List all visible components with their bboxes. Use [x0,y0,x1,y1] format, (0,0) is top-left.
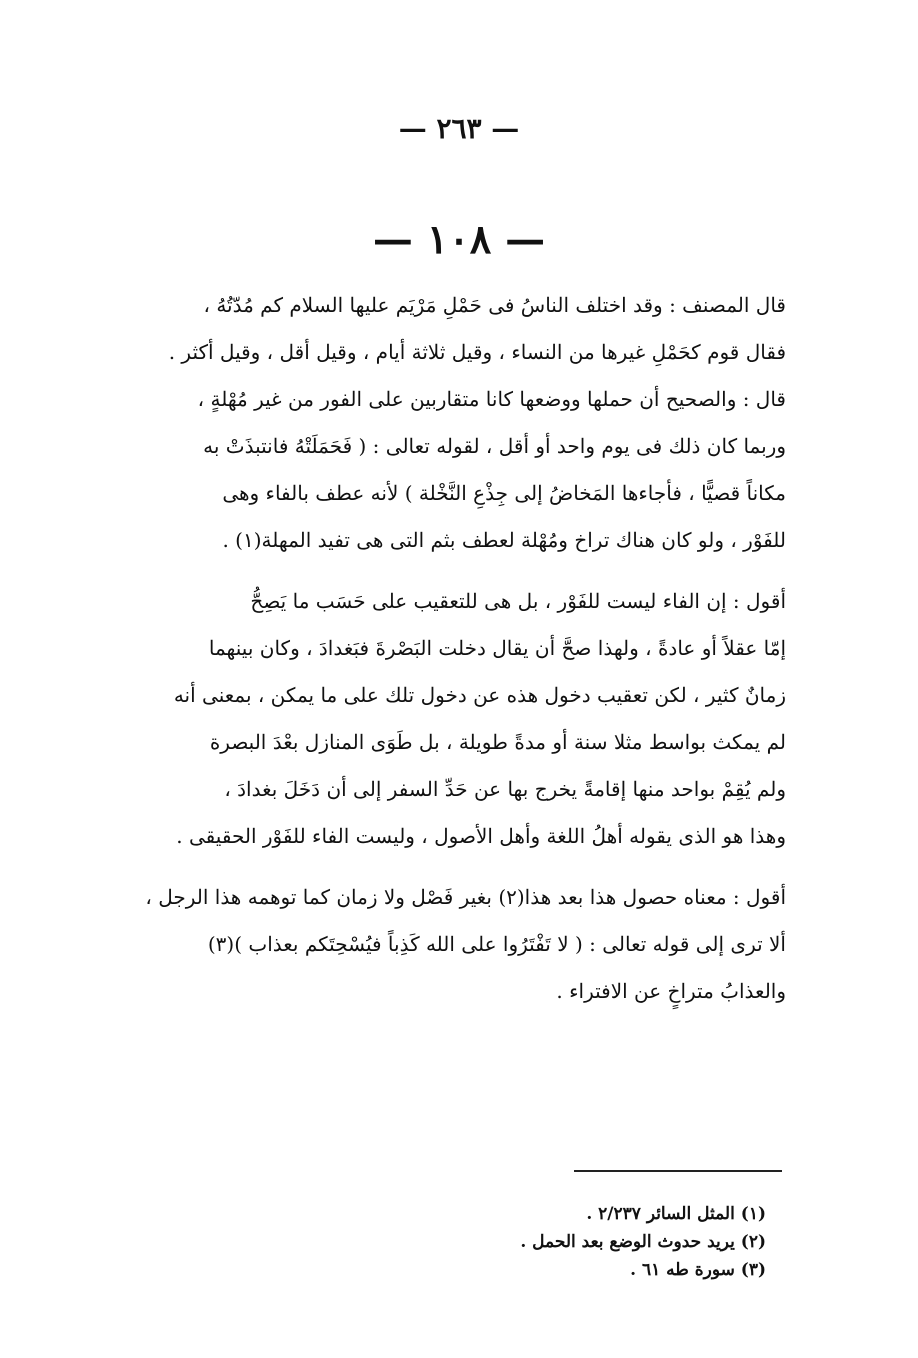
text-line: ألا ترى إلى قوله تعالى : ( لا تَفْتَرُوا على الله كَذِباً فيُسْحِتَكم بعذاب )(٣) [207,932,786,956]
paragraph-first-reply [118,578,786,860]
text-line: ولم يُقِمْ بواحد منها إقامةً يخرج بها عن حَدِّ السفر إلى أن دَخَلَ بغدادَ ، [224,777,786,801]
text-line: للفَوْر ، ولو كان هناك تراخ ومُهْلة لعطف بثم التى هى تفيد المهلة(١) . [222,528,786,552]
footnotes [400,1200,766,1284]
text-line: زمانٌ كثير ، لكن تعقيب دخول هذه عن دخول تلك على ما يمكن ، بمعنى أنه [173,683,786,707]
text-line: وهذا هو الذى يقوله أهلُ اللغة وأهل الأصول ، وليست الفاء للفَوْر الحقيقى . [176,824,786,848]
text-line: قال المصنف : وقد اختلف الناسُ فى حَمْلِ مَرْيَم عليها السلام كم مُدّتُهُ ، [203,293,786,317]
text-line: فقال قوم كحَمْلِ غيرها من النساء ، وقيل ثلاثة أيام ، وقيل أقل ، وقيل أكثر . [168,340,786,364]
section-number: — ١٠٨ — [372,216,546,263]
body-text [118,282,786,1015]
text-line: والعذابُ متراخٍ عن الافتراء . [556,979,786,1003]
text-line: أقول : إن الفاء ليست للفَوْر ، بل هى للتعقيب على حَسَب ما يَصِحُّ [250,589,786,613]
footnote-1: (١) المثل السائر ٢/٢٣٧ . [586,1204,766,1224]
footnote-2: (٢) يريد حدوث الوضع بعد الحمل . [520,1232,766,1252]
footnote-3: (٣) سورة طه ٦١ . [630,1260,766,1280]
text-line: وربما كان ذلك فى يوم واحد أو أقل ، لقوله تعالى : ( فَحَمَلَتْهُ فانتبذَتْ به [203,434,786,458]
paragraph-author-statement [118,282,786,564]
text-line: قال : والصحيح أن حملها ووضعها كانا متقاربين على الفور من غير مُهْلةٍ ، [197,387,786,411]
footnote-divider [574,1170,782,1172]
text-line: لم يمكث بواسط مثلا سنة أو مدةً طويلة ، بل طَوَى المنازل بعْدَ البصرة [209,730,786,754]
text-line: إمّا عقلاً أو عادةً ، ولهذا صحَّ أن يقال دخلت البَصْرةَ فبَغدادَ ، وكان بينهما [208,636,786,660]
paragraph-second-reply [118,874,786,1015]
page-number: — ٢٦٣ — [398,112,520,145]
text-line: أقول : معناه حصول هذا بعد هذا(٢) بغير فَصْل ولا زمان كما توهمه هذا الرجل ، [145,885,786,909]
text-line: مكاناً قصيًّا ، فأجاءها المَخاضُ إلى جِذْعِ النَّخْلة ) لأنه عطف بالفاء وهى [222,481,786,505]
